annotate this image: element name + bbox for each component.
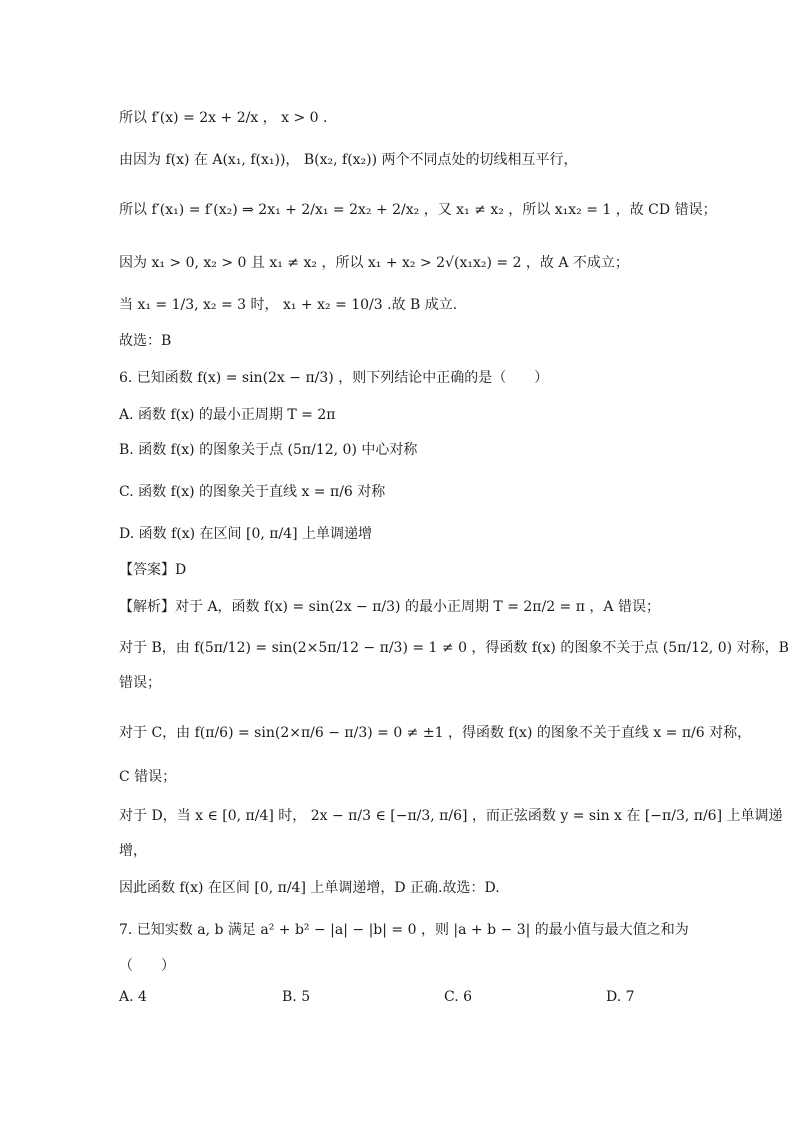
q7-option-c: C. 6 <box>444 989 473 1005</box>
analysis-line: 增， <box>119 843 147 859</box>
q6-option-b: B. 函数 f(x) 的图象关于点 (5π/12, 0) 中心对称 <box>119 442 418 458</box>
analysis-line: 错误； <box>119 675 161 691</box>
analysis-line: 对于 B，由 f(5π/12) = sin(2×5π/12 − π/3) = 1 ≠ 0 ，得函数 f(x) 的图象不关于点 (5π/12, 0) 对称，B <box>119 640 789 656</box>
text-line: 故选：B <box>119 333 172 349</box>
question-7-paren: （ ） <box>119 958 175 974</box>
q7-option-b: B. 5 <box>282 989 311 1005</box>
question-7-stem: 7. 已知实数 a, b 满足 a² + b² − |a| − |b| = 0 ，则 |a + b − 3| 的最小值与最大值之和为 <box>119 922 689 938</box>
analysis-line: 【解析】对于 A，函数 f(x) = sin(2x − π/3) 的最小正周期 T = 2π/2 = π ，A 错误； <box>119 599 660 615</box>
text-line: 由因为 f(x) 在 A(x₁, f(x₁))， B(x₂, f(x₂)) 两个不同点处的切线相互平行， <box>119 152 578 168</box>
q6-option-a: A. 函数 f(x) 的最小正周期 T = 2π <box>119 407 336 423</box>
analysis-line: 因此函数 f(x) 在区间 [0, π/4] 上单调递增，D 正确.故选：D. <box>119 880 500 896</box>
analysis-line: C 错误； <box>119 769 177 785</box>
text-line: 因为 x₁ > 0, x₂ > 0 且 x₁ ≠ x₂ ，所以 x₁ + x₂ > 2√(x₁x₂) = 2 ，故 A 不成立； <box>119 255 629 271</box>
question-6-stem: 6. 已知函数 f(x) = sin(2x − π/3) ，则下列结论中正确的是（ ） <box>119 370 549 386</box>
text-line: 所以 f′(x) = 2x + 2/x ， x > 0 . <box>119 110 328 126</box>
q6-option-c: C. 函数 f(x) 的图象关于直线 x = π/6 对称 <box>119 484 386 500</box>
text-line: 当 x₁ = 1/3, x₂ = 3 时， x₁ + x₂ = 10/3 .故 B 成立. <box>119 297 458 313</box>
analysis-line: 对于 D，当 x ∈ [0, π/4] 时， 2x − π/3 ∈ [−π/3, π/6] ，而正弦函数 y = sin x 在 [−π/3, π/6] 上单调递 <box>119 808 783 824</box>
q7-option-a: A. 4 <box>119 989 147 1005</box>
q6-option-d: D. 函数 f(x) 在区间 [0, π/4] 上单调递增 <box>119 526 372 542</box>
text-line: 所以 f′(x₁) = f′(x₂) ⇒ 2x₁ + 2/x₁ = 2x₂ + 2/x₂ ，又 x₁ ≠ x₂ ，所以 x₁x₂ = 1 ，故 CD 错误； <box>119 202 717 218</box>
q7-option-d: D. 7 <box>606 989 635 1005</box>
answer-label: 【答案】D <box>119 562 187 578</box>
analysis-line: 对于 C，由 f(π/6) = sin(2×π/6 − π/3) = 0 ≠ ±1 ，得函数 f(x) 的图象不关于直线 x = π/6 对称， <box>119 725 752 741</box>
